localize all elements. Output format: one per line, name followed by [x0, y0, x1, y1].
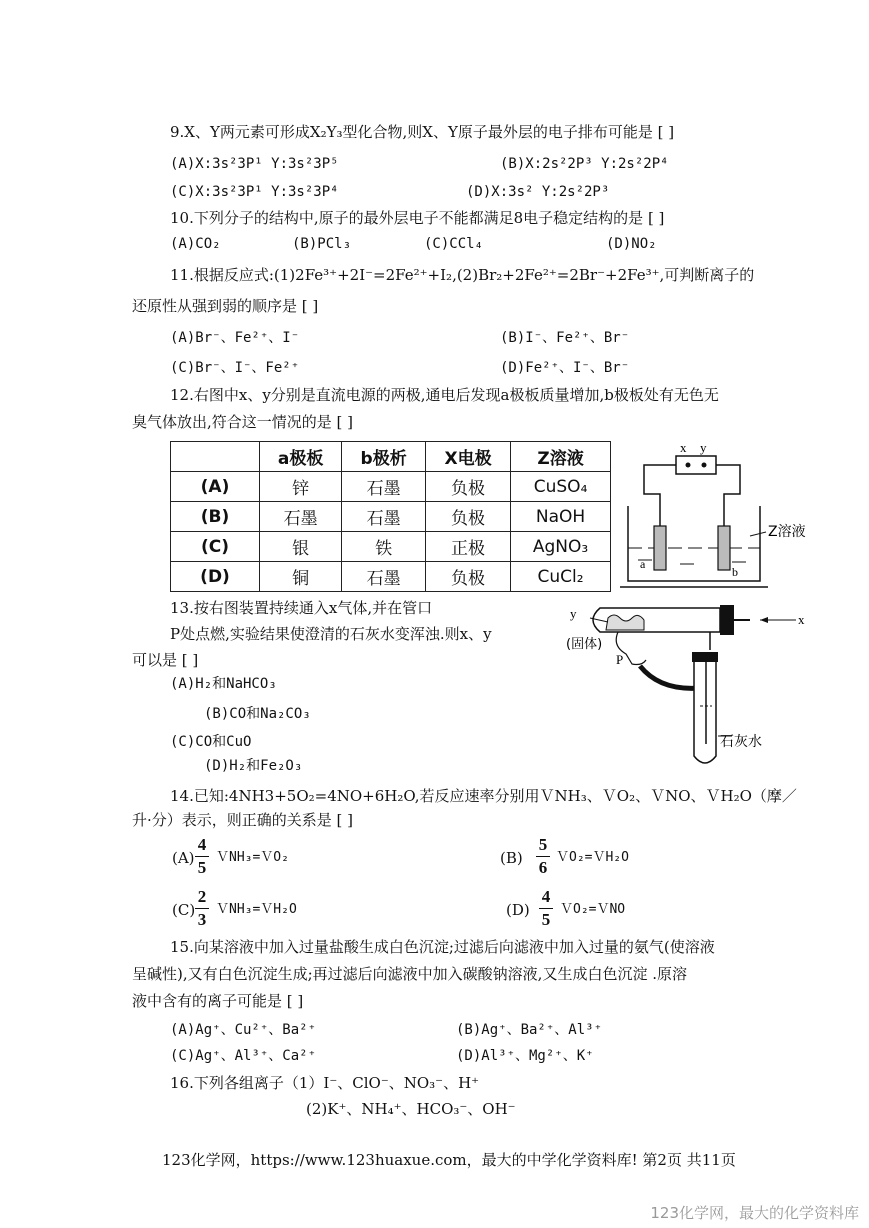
table-cell: 铜 [260, 562, 342, 592]
wire-left [644, 465, 676, 526]
q14-option-c-fraction [195, 887, 209, 930]
q14-option-a-label: (A) [172, 849, 195, 867]
q11-option-b: (B)I⁻、Fe²⁺、Br⁻ [500, 330, 630, 346]
q13-stem-line2: P处点燃,实验结果使澄清的石灰水变浑浊.则x、y [170, 625, 492, 643]
q9-option-c: (C)X:3s²3P¹ Y:3s²3P⁴ [170, 184, 339, 200]
fig-lime-label: 石灰水 [720, 734, 762, 750]
electrolysis-cell-figure [620, 436, 806, 596]
q16-stem-line2: (2)K⁺、NH₄⁺、HCO₃⁻、OH⁻ [306, 1100, 516, 1118]
page-footer: 123化学网，https://www.123huaxue.com，最大的中学化学资料库! 第2页 共11页 [162, 1151, 736, 1169]
table-row [171, 502, 611, 532]
q14-stem-line1: 14.已知:4NH3+5O₂=4NO+6H₂O,若反应速率分别用ＶNH₃、ＶO₂、ＶNO、ＶH₂O（摩／ [170, 787, 797, 805]
table-header-row [171, 442, 611, 472]
table-cell: 银 [260, 532, 342, 562]
table-row [171, 562, 611, 592]
q13-stem-line1: 13.按右图装置持续通入x气体,并在管口 [170, 599, 433, 617]
electrode-b-label: b [732, 565, 738, 579]
wire-right [716, 465, 740, 526]
fig-x-label: x [798, 612, 805, 627]
q12-stem-line1: 12.右图中x、y分别是直流电源的两极,通电后发现a极板质量增加,b极板处有无色无 [170, 386, 719, 404]
table-cell: (D) [171, 562, 260, 592]
tube-stopper [720, 605, 734, 635]
q15-stem-line1: 15.向某溶液中加入过量盐酸生成白色沉淀;过滤后向滤液中加入过量的氨气(使溶液 [170, 938, 715, 956]
fraction-denominator: 5 [197, 858, 207, 877]
q13-option-a: (A)H₂和NaHCO₃ [170, 676, 277, 692]
q14-option-a-fraction [195, 835, 209, 878]
table-header-cell [171, 442, 260, 472]
table-cell: (B) [171, 502, 260, 532]
q14-option-d-fraction [539, 887, 553, 930]
q14-stem-line2: 升·分）表示，则正确的关系是 [ ] [132, 811, 354, 829]
table-header-cell: Z溶液 [511, 442, 611, 472]
q15-option-c: (C)Ag⁺、Al³⁺、Ca²⁺ [170, 1048, 317, 1064]
fraction-numerator: 5 [538, 835, 548, 854]
q15-stem-line3: 液中含有的离子可能是 [ ] [132, 992, 304, 1010]
q15-option-a: (A)Ag⁺、Cu²⁺、Ba²⁺ [170, 1022, 317, 1038]
fraction-numerator: 2 [197, 887, 207, 906]
fraction-denominator: 3 [197, 910, 207, 929]
q12-stem-line2: 臭气体放出,符合这一情况的是 [ ] [132, 413, 354, 431]
fig-y-label: y [570, 606, 577, 621]
q10-stem: 10.下列分子的结构中,原子的最外层电子不能都满足8电子稳定结构的是 [ ] [170, 209, 665, 227]
q11-stem-line2: 还原性从强到弱的顺序是 [ ] [132, 297, 319, 315]
watermark: 123化学网，最大的化学资料库 [650, 1204, 859, 1222]
q10-option-a: (A)CO₂ [170, 236, 221, 252]
q14-option-c-label: (C) [172, 901, 196, 919]
q9-option-b: (B)X:2s²2P³ Y:2s²2P⁴ [500, 156, 669, 172]
fig-p-label: P [616, 652, 624, 667]
table-cell: NaOH [511, 502, 611, 532]
fig-y-label: y [700, 440, 707, 455]
gas-arrow-head [760, 617, 768, 623]
test-tube [694, 662, 716, 763]
q13-stem-line3: 可以是 [ ] [132, 651, 199, 669]
q11-option-d: (D)Fe²⁺、I⁻、Br⁻ [500, 360, 630, 376]
q15-option-b: (B)Ag⁺、Ba²⁺、Al³⁺ [456, 1022, 603, 1038]
table-header-cell: X电极 [425, 442, 510, 472]
q14-option-d-label: (D) [506, 901, 530, 919]
table-cell: 石墨 [342, 502, 426, 532]
table-row [171, 532, 611, 562]
table-cell: 负极 [425, 562, 510, 592]
table-cell: 石墨 [342, 472, 426, 502]
rubber-hose [640, 666, 700, 688]
fig-x-label: x [680, 440, 687, 455]
table-cell: 负极 [425, 502, 510, 532]
power-supply-box [676, 456, 716, 474]
q9-option-d: (D)X:3s² Y:2s²2P³ [466, 184, 610, 200]
q14-option-d-text: ＶO₂=ＶNO [560, 902, 626, 917]
table-cell: 石墨 [260, 502, 342, 532]
q13-option-b: (B)CO和Na₂CO₃ [204, 706, 311, 722]
q14-option-b-fraction [536, 835, 550, 878]
fraction-numerator: 4 [197, 835, 207, 854]
q9-stem: 9.X、Y两元素可形成X₂Y₃型化合物,则X、Y原子最外层的电子排布可能是 [ ] [170, 123, 675, 141]
fraction-denominator: 6 [538, 858, 548, 877]
table-header-cell: a极板 [260, 442, 342, 472]
electrode-b [718, 526, 730, 570]
solution-pointer [750, 532, 766, 536]
q10-option-b: (B)PCl₃ [292, 236, 352, 252]
table-cell: 石墨 [342, 562, 426, 592]
q13-option-c: (C)CO和CuO [170, 734, 252, 750]
q10-option-c: (C)CCl₄ [424, 236, 484, 252]
fraction-denominator: 5 [541, 910, 551, 929]
q9-option-a: (A)X:3s²3P¹ Y:3s²3P⁵ [170, 156, 339, 172]
q12-options-table [170, 441, 611, 592]
q11-stem-line1: 11.根据反应式:(1)2Fe³⁺+2I⁻=2Fe²⁺+I₂,(2)Br₂+2Fe²⁺=2Br⁻+2Fe³⁺,可判断离子的 [170, 266, 755, 284]
table-header-cell: b极析 [342, 442, 426, 472]
table-cell: 铁 [342, 532, 426, 562]
terminal-y [702, 463, 707, 468]
table-cell: AgNO₃ [511, 532, 611, 562]
fig-solid-label: (固体) [566, 637, 603, 652]
table-cell: (C) [171, 532, 260, 562]
table-cell: (A) [171, 472, 260, 502]
q14-option-c-text: ＶNH₃=ＶH₂O [216, 902, 297, 917]
electrode-a-label: a [640, 557, 646, 571]
table-cell: CuCl₂ [511, 562, 611, 592]
table-cell: CuSO₄ [511, 472, 611, 502]
q11-option-a: (A)Br⁻、Fe²⁺、I⁻ [170, 330, 300, 346]
fraction-numerator: 4 [541, 887, 551, 906]
table-cell: 正极 [425, 532, 510, 562]
q10-option-d: (D)NO₂ [606, 236, 657, 252]
table-cell: 负极 [425, 472, 510, 502]
beaker [628, 506, 760, 581]
q14-option-b-label: (B) [500, 849, 523, 867]
table-row [171, 472, 611, 502]
table-cell: 锌 [260, 472, 342, 502]
solution-label: Z溶液 [768, 524, 806, 540]
test-tube-stopper [692, 652, 718, 662]
q14-option-a-text: ＶNH₃=ＶO₂ [216, 850, 289, 865]
q15-stem-line2: 呈碱性),又有白色沉淀生成;再过滤后向滤液中加入碳酸钠溶液,又生成白色沉淀 .原溶 [132, 965, 687, 983]
q13-option-d: (D)H₂和Fe₂O₃ [204, 758, 303, 774]
q11-option-c: (C)Br⁻、I⁻、Fe²⁺ [170, 360, 300, 376]
q14-option-b-text: ＶO₂=ＶH₂O [556, 850, 629, 865]
q15-option-d: (D)Al³⁺、Mg²⁺、K⁺ [456, 1048, 594, 1064]
q16-stem-line1: 16.下列各组离子（1）I⁻、ClO⁻、NO₃⁻、H⁺ [170, 1074, 480, 1092]
terminal-x [686, 463, 691, 468]
gas-apparatus-figure [560, 596, 810, 772]
electrode-a [654, 526, 666, 570]
